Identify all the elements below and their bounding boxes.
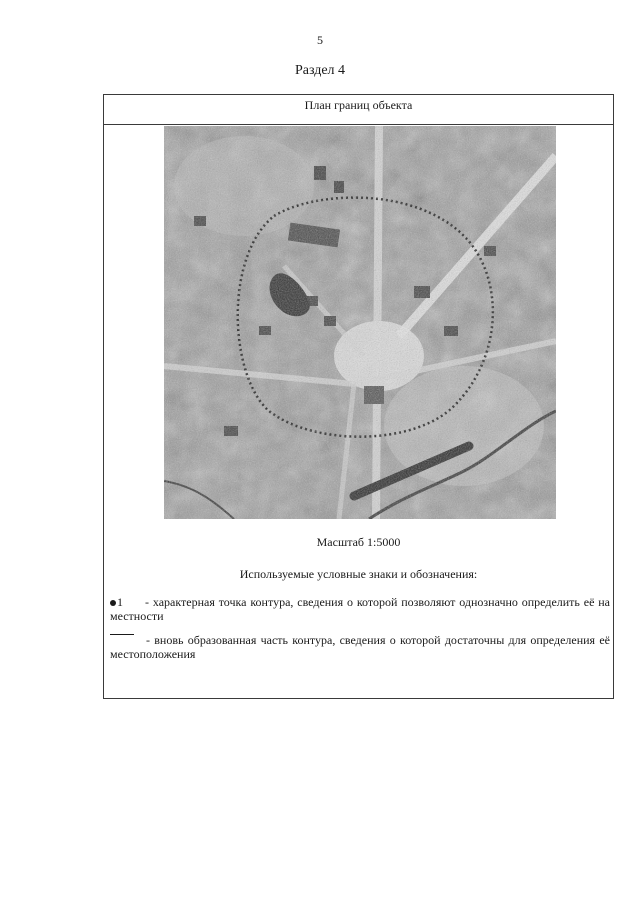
aerial-map-image [164, 126, 556, 519]
aerial-map-graphic [164, 126, 556, 519]
scale-label: Масштаб 1:5000 [316, 535, 401, 549]
section-title: Раздел 4 [294, 63, 346, 78]
plan-header: План границ объекта [104, 95, 613, 125]
legend-point-text: - характерная точка контура, сведения о которой позволяют однозначно определить её на местности [110, 595, 610, 623]
page-number: 5 [317, 33, 323, 47]
legend-item-line [110, 633, 610, 661]
plan-frame [103, 94, 614, 699]
point-number-label: 1 [117, 595, 123, 609]
legend-item-point [110, 595, 610, 623]
line-icon [110, 634, 134, 635]
point-icon [110, 600, 116, 606]
legend-line-text: - вновь образованная часть контура, сведения о которой достаточны для определения её местоположения [110, 633, 610, 661]
legend-title: Используемые условные знаки и обозначения: [239, 567, 478, 581]
